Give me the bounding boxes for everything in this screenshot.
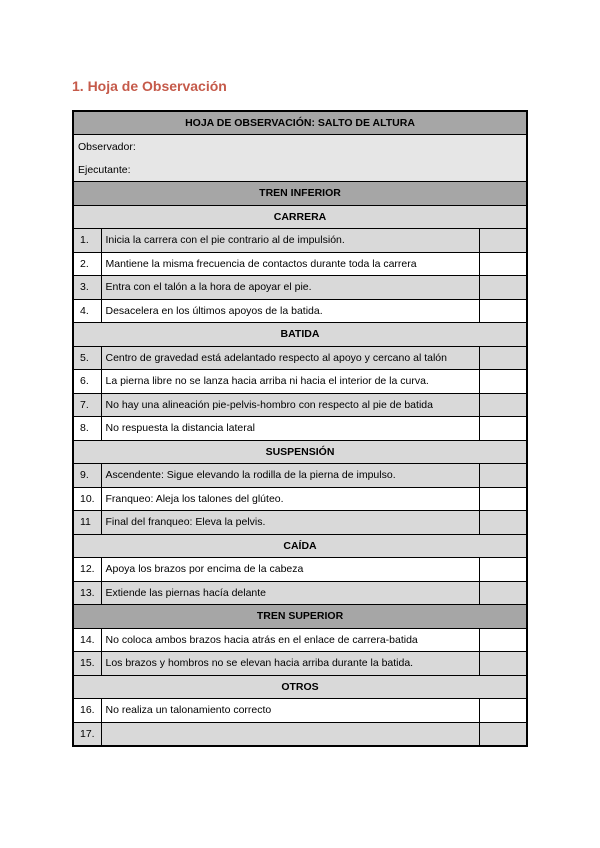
mark-cell[interactable] xyxy=(479,299,527,323)
table-row xyxy=(73,487,527,511)
subsection-header: CAÍDA xyxy=(73,534,527,558)
item-number: 6. xyxy=(73,370,101,394)
item-text: Apoya los brazos por encima de la cabeza xyxy=(101,558,479,582)
item-number: 17. xyxy=(73,722,101,746)
mark-cell[interactable] xyxy=(479,511,527,535)
item-number: 2. xyxy=(73,252,101,276)
item-number: 11 xyxy=(73,511,101,535)
item-text: Inicia la carrera con el pie contrario al de impulsión. xyxy=(101,229,479,253)
observer-label: Observador: xyxy=(73,135,527,159)
table-row xyxy=(73,252,527,276)
table-row xyxy=(73,346,527,370)
table-row xyxy=(73,417,527,441)
mark-cell[interactable] xyxy=(479,417,527,441)
table-row xyxy=(73,229,527,253)
subsection-header-row xyxy=(73,205,527,229)
mark-cell[interactable] xyxy=(479,487,527,511)
item-number: 15. xyxy=(73,652,101,676)
item-text: Entra con el talón a la hora de apoyar el pie. xyxy=(101,276,479,300)
subsection-header: BATIDA xyxy=(73,323,527,347)
mark-cell[interactable] xyxy=(479,699,527,723)
item-number: 8. xyxy=(73,417,101,441)
performer-row xyxy=(73,158,527,182)
item-text: Centro de gravedad está adelantado respecto al apoyo y cercano al talón xyxy=(101,346,479,370)
observer-row xyxy=(73,135,527,159)
table-title-row xyxy=(73,111,527,135)
subsection-header: OTROS xyxy=(73,675,527,699)
item-number: 14. xyxy=(73,628,101,652)
table-row xyxy=(73,370,527,394)
item-text: Franqueo: Aleja los talones del glúteo. xyxy=(101,487,479,511)
item-text: No coloca ambos brazos hacia atrás en el enlace de carrera-batida xyxy=(101,628,479,652)
table-row xyxy=(73,581,527,605)
table-row xyxy=(73,511,527,535)
table-row xyxy=(73,276,527,300)
observation-table xyxy=(72,110,528,747)
table-row xyxy=(73,628,527,652)
item-text: Desacelera en los últimos apoyos de la batida. xyxy=(101,299,479,323)
mark-cell[interactable] xyxy=(479,276,527,300)
item-text: No hay una alineación pie-pelvis-hombro con respecto al pie de batida xyxy=(101,393,479,417)
group-header: TREN SUPERIOR xyxy=(73,605,527,629)
subsection-header-row xyxy=(73,323,527,347)
subsection-header-row xyxy=(73,440,527,464)
subsection-header: CARRERA xyxy=(73,205,527,229)
item-number: 10. xyxy=(73,487,101,511)
item-text: Extiende las piernas hacía delante xyxy=(101,581,479,605)
subsection-header: SUSPENSIÓN xyxy=(73,440,527,464)
item-number: 5. xyxy=(73,346,101,370)
item-text: Final del franqueo: Eleva la pelvis. xyxy=(101,511,479,535)
item-text: No realiza un talonamiento correcto xyxy=(101,699,479,723)
item-number: 1. xyxy=(73,229,101,253)
mark-cell[interactable] xyxy=(479,370,527,394)
item-number: 7. xyxy=(73,393,101,417)
item-number: 9. xyxy=(73,464,101,488)
subsection-header-row xyxy=(73,534,527,558)
table-title: HOJA DE OBSERVACIÓN: SALTO DE ALTURA xyxy=(73,111,527,135)
table-row xyxy=(73,699,527,723)
performer-label: Ejecutante: xyxy=(73,158,527,182)
mark-cell[interactable] xyxy=(479,628,527,652)
item-number: 16. xyxy=(73,699,101,723)
subsection-header-row xyxy=(73,675,527,699)
item-text: Ascendente: Sigue elevando la rodilla de la pierna de impulso. xyxy=(101,464,479,488)
table-row xyxy=(73,558,527,582)
table-row xyxy=(73,393,527,417)
item-number: 3. xyxy=(73,276,101,300)
item-text: No respuesta la distancia lateral xyxy=(101,417,479,441)
section-title: 1. Hoja de Observación xyxy=(72,78,227,94)
item-number: 13. xyxy=(73,581,101,605)
mark-cell[interactable] xyxy=(479,581,527,605)
item-number: 12. xyxy=(73,558,101,582)
table-row xyxy=(73,299,527,323)
table-row xyxy=(73,652,527,676)
table-row xyxy=(73,464,527,488)
mark-cell[interactable] xyxy=(479,652,527,676)
item-text: Los brazos y hombros no se elevan hacia arriba durante la batida. xyxy=(101,652,479,676)
mark-cell[interactable] xyxy=(479,722,527,746)
item-number: 4. xyxy=(73,299,101,323)
group-header: TREN INFERIOR xyxy=(73,182,527,206)
group-header-row xyxy=(73,182,527,206)
item-text: Mantiene la misma frecuencia de contactos durante toda la carrera xyxy=(101,252,479,276)
item-text: La pierna libre no se lanza hacia arriba ni hacia el interior de la curva. xyxy=(101,370,479,394)
mark-cell[interactable] xyxy=(479,393,527,417)
mark-cell[interactable] xyxy=(479,346,527,370)
mark-cell[interactable] xyxy=(479,229,527,253)
group-header-row xyxy=(73,605,527,629)
item-text xyxy=(101,722,479,746)
mark-cell[interactable] xyxy=(479,558,527,582)
mark-cell[interactable] xyxy=(479,464,527,488)
table-row xyxy=(73,722,527,746)
mark-cell[interactable] xyxy=(479,252,527,276)
